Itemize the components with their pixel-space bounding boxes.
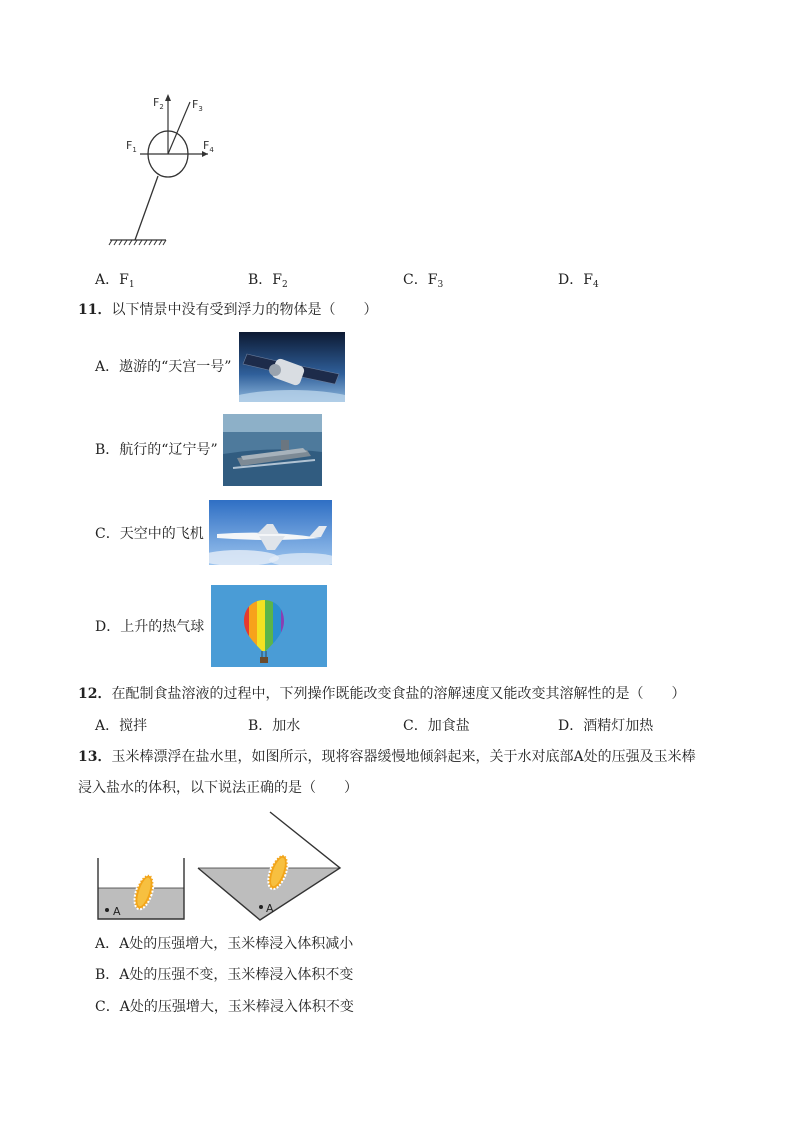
point-a-left-label: A (113, 905, 121, 918)
q11-option-a[interactable]: A．遨游的“天宫一号” (95, 359, 232, 375)
hot-air-balloon-image (211, 585, 327, 667)
f4-label: $F_4$ (203, 139, 214, 154)
q13-number: 13． (78, 749, 112, 765)
q10-option-b[interactable]: B．$F_2$ (248, 272, 288, 290)
tiangong-image (239, 332, 345, 402)
q11-option-c[interactable]: C．天空中的飞机 (95, 526, 204, 542)
q12-option-d[interactable]: D．酒精灯加热 (558, 718, 654, 734)
q12-option-b[interactable]: B．加水 (248, 718, 301, 734)
point-a-right-label: A (266, 902, 274, 915)
q11-option-b[interactable]: B．航行的“辽宁号” (95, 442, 218, 458)
corn-container-figure (90, 808, 346, 924)
q11-number: 11． (78, 302, 112, 318)
q13-stem-line1: 13．玉米棒漂浮在盐水里，如图所示，现将容器缓慢地倾斜起来，关于水对底部A处的压强及玉米棒 (78, 749, 696, 765)
q12-stem: 12．在配制食盐溶液的过程中，下列操作既能改变食盐的溶解速度又能改变其溶解性的是（ ） (78, 686, 686, 702)
q12-option-a[interactable]: A．搅拌 (95, 718, 148, 734)
q10-option-c[interactable]: C．$F_3$ (403, 272, 444, 290)
q12-number: 12． (78, 686, 112, 702)
f2-label: $F_2$ (153, 96, 164, 111)
q12-option-c[interactable]: C．加食盐 (403, 718, 470, 734)
rod (135, 176, 158, 240)
f1-label: $F_1$ (126, 139, 137, 154)
q10-option-d[interactable]: D．$F_4$ (558, 272, 599, 290)
force-diagram (100, 88, 230, 250)
q13-option-b[interactable]: B．A处的压强不变，玉米棒浸入体积不变 (95, 967, 354, 983)
q13-option-c[interactable]: C．A处的压强增大，玉米棒浸入体积不变 (95, 999, 354, 1015)
q13-option-a[interactable]: A．A处的压强增大，玉米棒浸入体积减小 (95, 936, 354, 952)
airplane-image (209, 500, 332, 565)
f3-label: $F_3$ (192, 98, 203, 113)
q11-option-d[interactable]: D．上升的热气球 (95, 619, 205, 635)
q11-stem: 11．以下情景中没有受到浮力的物体是（ ） (78, 302, 378, 318)
ground-hatch (109, 240, 166, 245)
q10-option-a[interactable]: A．$F_1$ (95, 272, 135, 290)
q13-stem-line2: 浸入盐水的体积，以下说法正确的是（ ） (78, 780, 358, 796)
liaoning-carrier-image (223, 414, 322, 486)
